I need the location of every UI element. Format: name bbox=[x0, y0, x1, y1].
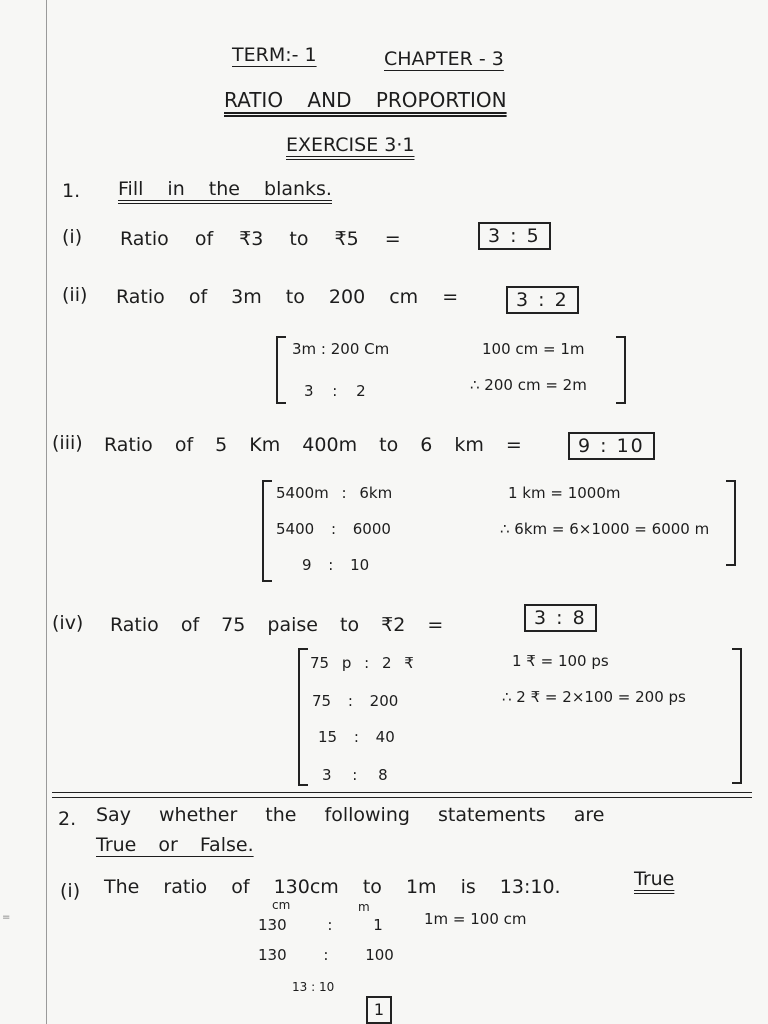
q2-unit-cm: cm bbox=[272, 898, 291, 912]
exercise-title: EXERCISE 3·1 bbox=[286, 134, 415, 156]
q2-unit-m: m bbox=[358, 900, 370, 914]
term-label: TERM:- 1 bbox=[232, 44, 317, 66]
q1-iii-question: Ratio of 5 Km 400m to 6 km = bbox=[104, 434, 522, 456]
q1-iv-work-1: 75 p : 2 ₹ bbox=[310, 654, 414, 672]
q1-iii-answer: 9 : 10 bbox=[568, 432, 655, 460]
q1-ii-work-1: 3m : 200 Cm bbox=[292, 340, 390, 358]
q1-iii-work-2: 5400 : 6000 bbox=[276, 520, 391, 538]
q2-number: 2. bbox=[58, 808, 77, 830]
q1-i-label: (i) bbox=[62, 226, 83, 248]
q1-iv-work-3: 15 : 40 bbox=[318, 728, 395, 746]
q1-ii-note-2: ∴ 200 cm = 2m bbox=[470, 376, 587, 394]
q2-heading-line2: True or False. bbox=[96, 834, 254, 856]
q2-heading-line1: Say whether the following statements are bbox=[96, 804, 605, 826]
q1-ii-bracket-right bbox=[616, 336, 626, 404]
q2-work-1: 130 : 1 bbox=[258, 916, 383, 934]
q1-i-question: Ratio of ₹3 to ₹5 = bbox=[120, 228, 401, 250]
q2-work-2: 130 : 100 bbox=[258, 946, 394, 964]
q1-iv-work-2: 75 : 200 bbox=[312, 692, 399, 710]
q2-i-statement: The ratio of 130cm to 1m is 13:10. bbox=[104, 876, 561, 898]
q1-iv-question: Ratio of 75 paise to ₹2 = bbox=[110, 614, 444, 636]
q1-ii-bracket-left bbox=[276, 336, 286, 404]
page-title: RATIO AND PROPORTION bbox=[224, 88, 507, 112]
q2-i-label: (i) bbox=[60, 880, 81, 902]
q1-ii-note-1: 100 cm = 1m bbox=[482, 340, 585, 358]
q1-iv-answer: 3 : 8 bbox=[524, 604, 597, 632]
q1-iii-bracket-left bbox=[262, 480, 272, 582]
q1-number: 1. bbox=[62, 180, 81, 202]
side-mark: = bbox=[2, 912, 11, 923]
q1-iv-note-2: ∴ 2 ₹ = 2×100 = 200 ps bbox=[502, 688, 686, 706]
section-divider-top bbox=[52, 792, 752, 793]
q1-iv-label: (iv) bbox=[52, 612, 84, 634]
q2-i-answer: True bbox=[634, 868, 675, 890]
q1-iii-label: (iii) bbox=[52, 432, 83, 454]
q1-ii-work-2: 3 : 2 bbox=[304, 382, 366, 400]
chapter-label: CHAPTER - 3 bbox=[384, 48, 504, 70]
q1-iii-work-1: 5400m : 6km bbox=[276, 484, 393, 502]
q1-iv-work-4: 3 : 8 bbox=[322, 766, 388, 784]
section-divider-bottom bbox=[52, 797, 752, 798]
q1-ii-label: (ii) bbox=[62, 284, 88, 306]
q1-iii-bracket-right bbox=[726, 480, 736, 566]
q1-i-answer: 3 : 5 bbox=[478, 222, 551, 250]
q1-ii-question: Ratio of 3m to 200 cm = bbox=[116, 286, 459, 308]
margin-line bbox=[46, 0, 47, 1024]
page-number: 1 bbox=[366, 996, 392, 1024]
q1-iii-note-1: 1 km = 1000m bbox=[508, 484, 621, 502]
q1-iii-note-2: ∴ 6km = 6×1000 = 6000 m bbox=[500, 520, 710, 538]
q1-iv-bracket-left bbox=[298, 648, 308, 786]
q1-ii-answer: 3 : 2 bbox=[506, 286, 579, 314]
q1-iv-bracket-right bbox=[732, 648, 742, 784]
q1-heading: Fill in the blanks. bbox=[118, 178, 332, 200]
q2-note: 1m = 100 cm bbox=[424, 910, 527, 928]
q1-iii-work-3: 9 : 10 bbox=[302, 556, 370, 574]
q1-iv-note-1: 1 ₹ = 100 ps bbox=[512, 652, 609, 670]
q2-work-3: 13 : 10 bbox=[292, 980, 335, 994]
